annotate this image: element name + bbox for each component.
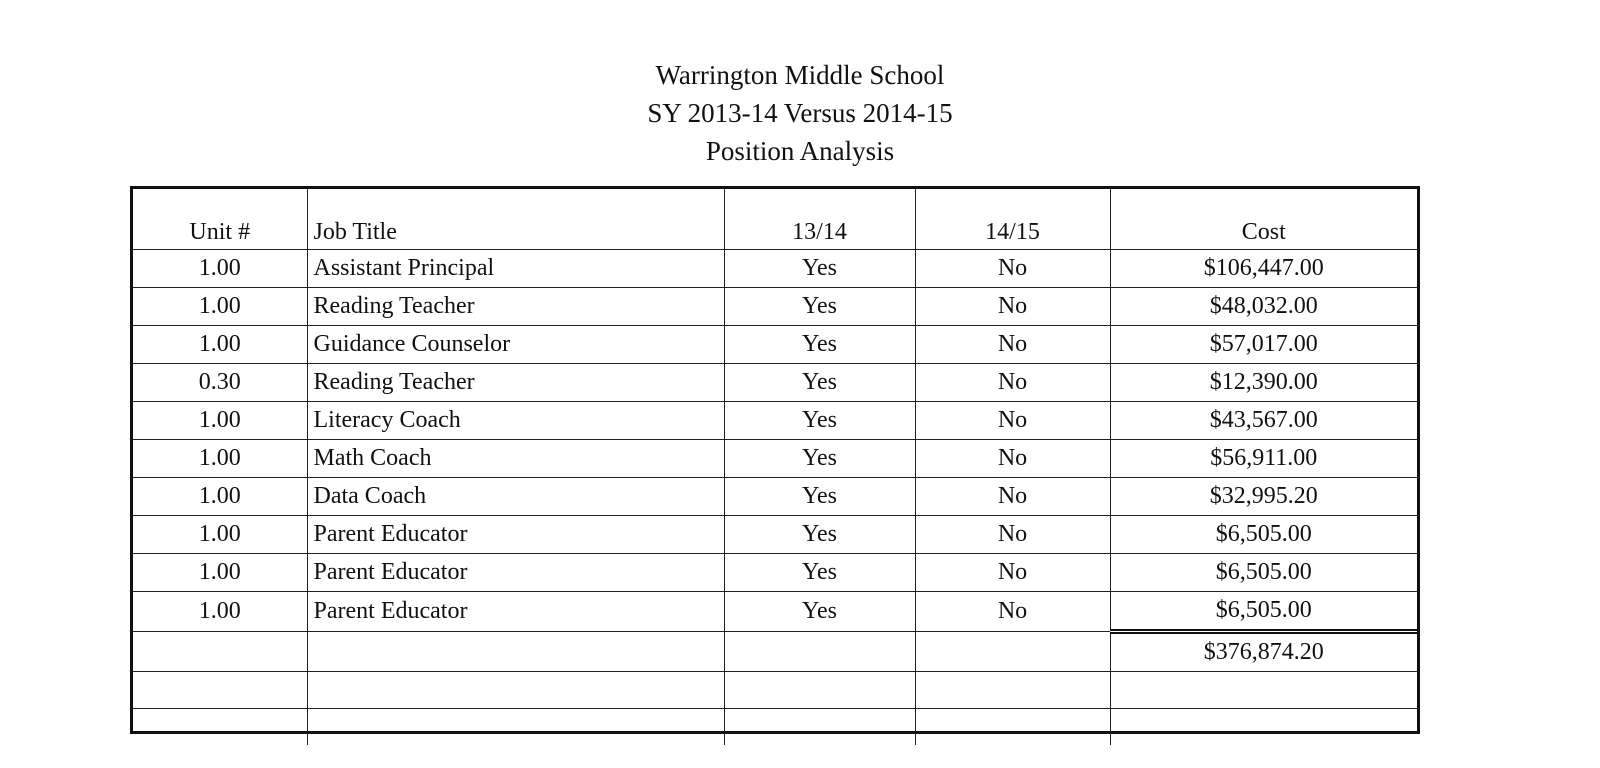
cell-unit: 1.00 bbox=[133, 516, 307, 554]
cell-unit: 1.00 bbox=[133, 326, 307, 364]
document-title bbox=[0, 56, 1600, 170]
cell-14-15: No bbox=[915, 402, 1110, 440]
cell-13-14: Yes bbox=[724, 440, 915, 478]
cell-14-15: No bbox=[915, 478, 1110, 516]
cell-job-title: Math Coach bbox=[307, 440, 724, 478]
cell-14-15: No bbox=[915, 288, 1110, 326]
empty-cell bbox=[133, 709, 307, 746]
table-row bbox=[133, 592, 1417, 632]
cell-unit: 1.00 bbox=[133, 478, 307, 516]
total-row bbox=[133, 632, 1417, 672]
cell-cost: $6,505.00 bbox=[1110, 592, 1417, 632]
cell-unit: 1.00 bbox=[133, 250, 307, 288]
col-header-unit: Unit # bbox=[189, 219, 251, 245]
empty-cell bbox=[307, 632, 724, 672]
table-row bbox=[133, 402, 1417, 440]
cell-unit: 1.00 bbox=[133, 288, 307, 326]
table-row bbox=[133, 250, 1417, 288]
cell-unit: 1.00 bbox=[133, 402, 307, 440]
cell-14-15: No bbox=[915, 326, 1110, 364]
cell-13-14: Yes bbox=[724, 592, 915, 632]
col-header-job-title: Job Title bbox=[307, 189, 724, 250]
cell-13-14: Yes bbox=[724, 364, 915, 402]
cell-cost: $32,995.20 bbox=[1110, 478, 1417, 516]
cell-cost: $12,390.00 bbox=[1110, 364, 1417, 402]
cell-13-14: Yes bbox=[724, 478, 915, 516]
position-table-frame bbox=[130, 186, 1420, 734]
cell-cost: $43,567.00 bbox=[1110, 402, 1417, 440]
col-header-14-15: 14/15 bbox=[915, 189, 1110, 250]
cell-cost: $106,447.00 bbox=[1110, 250, 1417, 288]
cell-14-15: No bbox=[915, 440, 1110, 478]
cell-14-15: No bbox=[915, 364, 1110, 402]
empty-cell bbox=[1110, 672, 1417, 709]
cell-job-title: Parent Educator bbox=[307, 554, 724, 592]
cell-unit: 1.00 bbox=[133, 592, 307, 632]
empty-cell bbox=[724, 632, 915, 672]
comparison-line: SY 2013-14 Versus 2014-15 bbox=[647, 98, 953, 128]
cell-cost: $6,505.00 bbox=[1110, 516, 1417, 554]
empty-cell bbox=[915, 709, 1110, 746]
cell-13-14: Yes bbox=[724, 250, 915, 288]
position-table bbox=[133, 189, 1417, 745]
blank-row bbox=[133, 672, 1417, 709]
table-header-row bbox=[133, 189, 1417, 250]
empty-cell bbox=[915, 632, 1110, 672]
report-subtitle: Position Analysis bbox=[705, 136, 895, 166]
cell-cost: $57,017.00 bbox=[1110, 326, 1417, 364]
cell-job-title: Literacy Coach bbox=[307, 402, 724, 440]
empty-cell bbox=[724, 672, 915, 709]
cell-job-title: Parent Educator bbox=[307, 592, 724, 632]
cell-job-title: Assistant Principal bbox=[307, 250, 724, 288]
table-row bbox=[133, 288, 1417, 326]
empty-cell bbox=[724, 709, 915, 746]
cell-14-15: No bbox=[915, 592, 1110, 632]
cell-13-14: Yes bbox=[724, 288, 915, 326]
cell-13-14: Yes bbox=[724, 554, 915, 592]
cell-unit: 1.00 bbox=[133, 440, 307, 478]
total-cost: $376,874.20 bbox=[1110, 632, 1417, 672]
empty-cell bbox=[1110, 709, 1417, 746]
col-header-cost: Cost bbox=[1110, 189, 1417, 250]
blank-row bbox=[133, 709, 1417, 746]
cell-job-title: Reading Teacher bbox=[307, 288, 724, 326]
cell-job-title: Reading Teacher bbox=[307, 364, 724, 402]
cell-13-14: Yes bbox=[724, 516, 915, 554]
empty-cell bbox=[307, 672, 724, 709]
cell-14-15: No bbox=[915, 516, 1110, 554]
empty-cell bbox=[307, 709, 724, 746]
empty-cell bbox=[133, 632, 307, 672]
cell-cost: $6,505.00 bbox=[1110, 554, 1417, 592]
cell-job-title: Data Coach bbox=[307, 478, 724, 516]
cell-14-15: No bbox=[915, 250, 1110, 288]
cell-job-title: Parent Educator bbox=[307, 516, 724, 554]
table-row bbox=[133, 364, 1417, 402]
cell-unit: 0.30 bbox=[133, 364, 307, 402]
empty-cell bbox=[915, 672, 1110, 709]
cell-cost: $56,911.00 bbox=[1110, 440, 1417, 478]
table-row bbox=[133, 478, 1417, 516]
table-row bbox=[133, 440, 1417, 478]
cell-job-title: Guidance Counselor bbox=[307, 326, 724, 364]
cell-cost: $48,032.00 bbox=[1110, 288, 1417, 326]
cell-13-14: Yes bbox=[724, 326, 915, 364]
table-row bbox=[133, 516, 1417, 554]
table-row bbox=[133, 326, 1417, 364]
table-row bbox=[133, 554, 1417, 592]
cell-unit: 1.00 bbox=[133, 554, 307, 592]
col-header-13-14: 13/14 bbox=[724, 189, 915, 250]
school-name: Warrington Middle School bbox=[655, 60, 945, 90]
cell-14-15: No bbox=[915, 554, 1110, 592]
empty-cell bbox=[133, 672, 307, 709]
cell-13-14: Yes bbox=[724, 402, 915, 440]
